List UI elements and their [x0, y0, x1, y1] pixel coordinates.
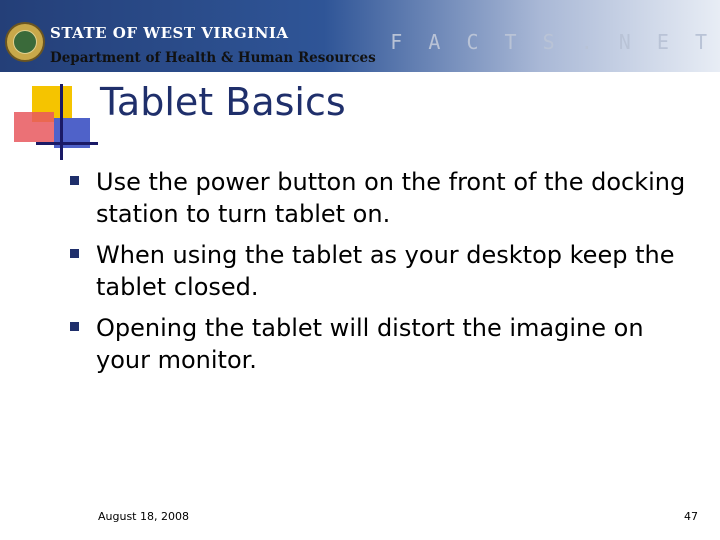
state-title: STATE OF WEST VIRGINIA — [50, 24, 289, 42]
decor-vertical-line — [60, 84, 63, 160]
list-item — [70, 312, 690, 376]
department-title: Department of Health & Human Resources — [50, 50, 376, 66]
decor-horizontal-line — [36, 142, 98, 145]
bullet-list — [70, 166, 690, 385]
bullet-text: Opening the tablet will distort the imagine on your monitor. — [96, 314, 644, 374]
decor-red-square — [14, 112, 54, 142]
header-banner — [0, 0, 720, 72]
slide-title: Tablet Basics — [100, 80, 346, 124]
footer-date: August 18, 2008 — [98, 510, 189, 523]
slide-number: 47 — [684, 510, 698, 523]
square-bullet-icon — [70, 322, 79, 331]
facts-net-logo: F A C T S . N E T — [390, 30, 714, 54]
bullet-text: When using the tablet as your desktop keep the tablet closed. — [96, 241, 675, 301]
bullet-text: Use the power button on the front of the docking station to turn tablet on. — [96, 168, 686, 228]
square-bullet-icon — [70, 176, 79, 185]
square-bullet-icon — [70, 249, 79, 258]
seal-emblem — [13, 30, 37, 54]
list-item — [70, 239, 690, 303]
list-item — [70, 166, 690, 230]
wv-state-seal-icon — [5, 22, 45, 62]
